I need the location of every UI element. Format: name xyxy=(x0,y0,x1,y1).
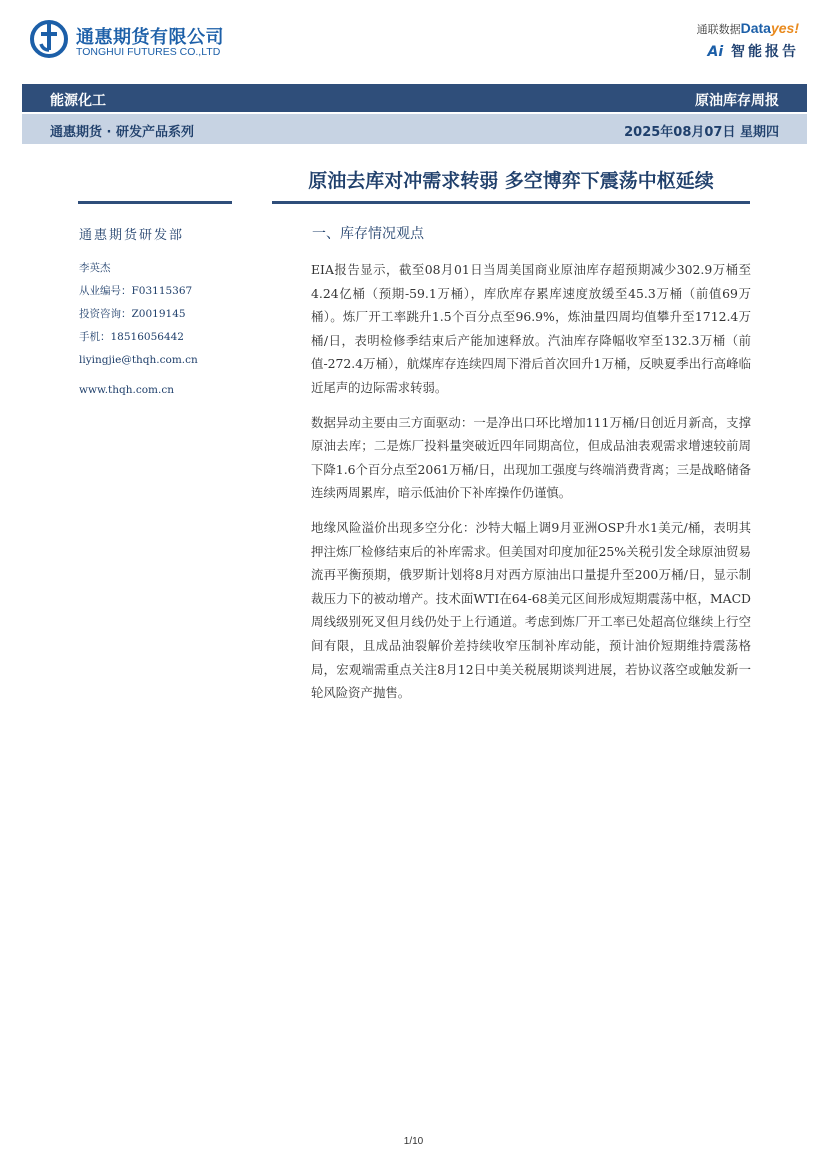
author-sidebar xyxy=(79,224,259,396)
company-logo-icon xyxy=(30,20,68,58)
datayes-logo xyxy=(697,20,799,37)
report-body xyxy=(311,258,751,716)
divider-left xyxy=(78,201,232,204)
license-number: 从业编号：F03115367 xyxy=(79,285,193,297)
company-name-en: TONGHUI FUTURES CO.,LTD xyxy=(76,46,221,58)
brand-prefix: 通联数据 xyxy=(696,23,741,36)
company-logo xyxy=(30,20,230,60)
company-name-cn: 通惠期货有限公司 xyxy=(76,27,224,48)
series-label: 通惠期货 · 研发产品系列 xyxy=(50,125,194,140)
paragraph: EIA报告显示，截至08月01日当周美国商业原油库存超预期减少302.9万桶至4.24亿桶（预期-59.1万桶），库欣库存累库速度放缓至45.3万桶（前值69万桶）。炼厂开工率跳升1.5个百分点至96.9%，炼油量四周均值攀升至1712.4万桶/日，表明检修季结束后产能加速释放。汽油库存降幅收窄至132.3万桶（前值-272.4万桶），航煤库存连续四周下滑后首次回升1万桶，反映夏季出行高峰临近尾声的边际需求转弱。 xyxy=(311,262,751,395)
header-band-primary xyxy=(22,84,807,112)
paragraph: 数据异动主要由三方面驱动：一是净出口环比增加111万桶/日创近月新高，支撑原油去库；二是炼厂投料量突破近四年同期高位，但成品油表观需求增速较前周下降1.6个百分点至2061万桶/日，出现加工强度与终端消费背离；三是战略储备连续两周累库，暗示低油价下补库操作仍谨慎。 xyxy=(311,414,751,501)
divider-right xyxy=(272,201,750,204)
department-name: 通惠期货研发部 xyxy=(79,228,185,243)
ai-report-label xyxy=(697,41,799,61)
author-contact xyxy=(79,257,259,372)
email-link[interactable]: liyingjie@thqh.com.cn xyxy=(79,354,198,366)
page-number: 1/10 xyxy=(403,1136,424,1147)
header-band-secondary xyxy=(22,114,807,144)
brand-yes: yes! xyxy=(770,20,799,36)
brand-ai: Ai xyxy=(707,44,724,60)
section-title: 一、库存情况观点 xyxy=(312,226,424,242)
report-title: 原油去库对冲需求转弱 多空博弈下震荡中枢延续 xyxy=(308,170,714,192)
sector-label: 能源化工 xyxy=(50,93,106,109)
report-date: 2025年08月07日 星期四 xyxy=(624,125,779,140)
report-type-label: 原油库存周报 xyxy=(695,93,779,109)
brand-data: Data xyxy=(740,20,771,36)
website-link[interactable]: www.thqh.com.cn xyxy=(79,384,174,396)
datayes-brand xyxy=(697,20,799,61)
phone-number: 手机：18516056442 xyxy=(79,331,184,343)
paragraph: 地缘风险溢价出现多空分化：沙特大幅上调9月亚洲OSP升水1美元/桶，表明其押注炼厂检修结束后的补库需求。但美国对印度加征25%关税引发全球原油贸易流再平衡预期，俄罗斯计划将8月对西方原油出口量提升至200万桶/日，显示制裁压力下的被动增产。技术面WTI在64-68美元区间形成短期震荡中枢，MACD周线级别死叉但月线仍处于上行通道。考虑到炼厂开工率已处超高位继续上行空间有限，且成品油裂解价差持续收窄压制补库动能，预计油价短期维持震荡格局，宏观端需重点关注8月12日中美关税展期谈判进展，若协议落空或触发新一轮风险资产抛售。 xyxy=(311,519,751,701)
author-name: 李英杰 xyxy=(79,262,111,274)
brand-report: 智能报告 xyxy=(731,44,799,60)
advisory-number: 投资咨询：Z0019145 xyxy=(79,308,186,320)
